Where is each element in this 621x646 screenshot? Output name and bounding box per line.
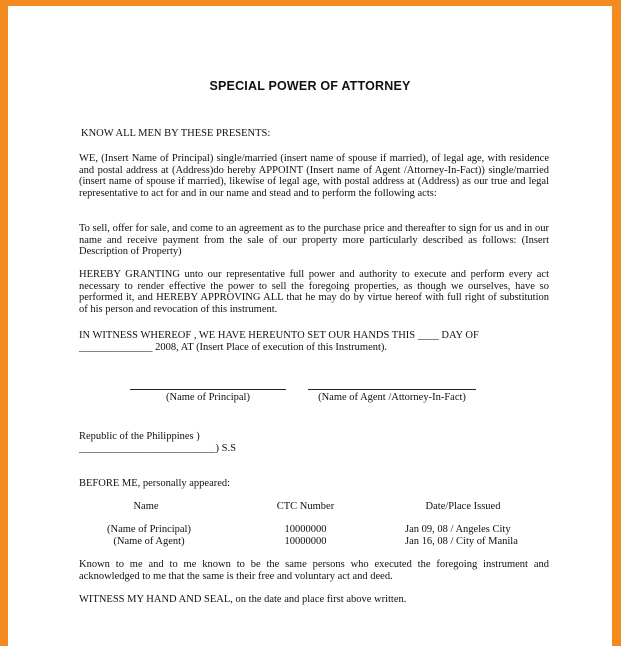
- table-header-date-place: Date/Place Issued: [425, 501, 501, 512]
- paragraph-granting: HEREBY GRANTING unto our representative full power and authority to execute and perform every act necessary to render effective the power to sell the foregoing properties, as though we ourselves, have so performed it, and HEREBY APPROVING ALL that he may do by virtue hereof with full right of substitution of his person and revocation of this instrument.: [79, 269, 549, 315]
- agent-signature-line: [308, 389, 476, 390]
- table-cell-name: (Name of Agent): [113, 536, 185, 547]
- table-cell-date-place: Jan 16, 08 / City of Manila: [405, 536, 518, 547]
- table-header-name: Name: [133, 501, 159, 512]
- closing-witness-seal: WITNESS MY HAND AND SEAL, on the date and place first above written.: [79, 594, 407, 605]
- table-cell-date-place: Jan 09, 08 / Angeles City: [405, 524, 511, 535]
- paragraph-acts: To sell, offer for sale, and come to an agreement as to the purchase price and thereafter to sign for us and in our name and receive payment from the sale of our property more particularly described as follows: (Insert Description of Property): [79, 223, 549, 258]
- document-title: SPECIAL POWER OF ATTORNEY: [209, 79, 411, 93]
- principal-signature-line: [130, 389, 286, 390]
- document-page: [8, 6, 612, 646]
- witness-line-1: IN WITNESS WHEREOF , WE HAVE HEREUNTO SET OUR HANDS THIS ____ DAY OF: [79, 330, 479, 341]
- table-cell-name: (Name of Principal): [107, 524, 191, 535]
- principal-signature-label: (Name of Principal): [166, 392, 250, 403]
- table-cell-ctc: 10000000: [284, 536, 327, 547]
- venue-line-2: __________________________) S.S: [79, 443, 236, 454]
- venue-line-1: Republic of the Philippines ): [79, 431, 200, 442]
- closing-acknowledgment: Known to me and to me known to be the same persons who executed the foregoing instrument and acknowledged to me that the same is their free and voluntary act and deed.: [79, 559, 549, 582]
- intro-text: KNOW ALL MEN BY THESE PRESENTS:: [81, 128, 271, 139]
- agent-signature-label: (Name of Agent /Attorney-In-Fact): [318, 392, 466, 403]
- before-me-text: BEFORE ME, personally appeared:: [79, 478, 231, 489]
- witness-line-2: ______________ 2008, AT (Insert Place of execution of this Instrument).: [79, 342, 388, 353]
- table-header-ctc: CTC Number: [276, 501, 335, 512]
- paragraph-appointment: WE, (Insert Name of Principal) single/married (insert name of spouse if married), of legal age, with residence and postal address at (Address)do hereby APPOINT (Insert name of Agent /Attorney-In-Fact)) single/married (insert name of spouse if married), likewise of legal age, with postal address at (Address) as our true and legal representative to act for and in our name and stead and to perform the following acts:: [79, 153, 549, 199]
- table-cell-ctc: 10000000: [284, 524, 327, 535]
